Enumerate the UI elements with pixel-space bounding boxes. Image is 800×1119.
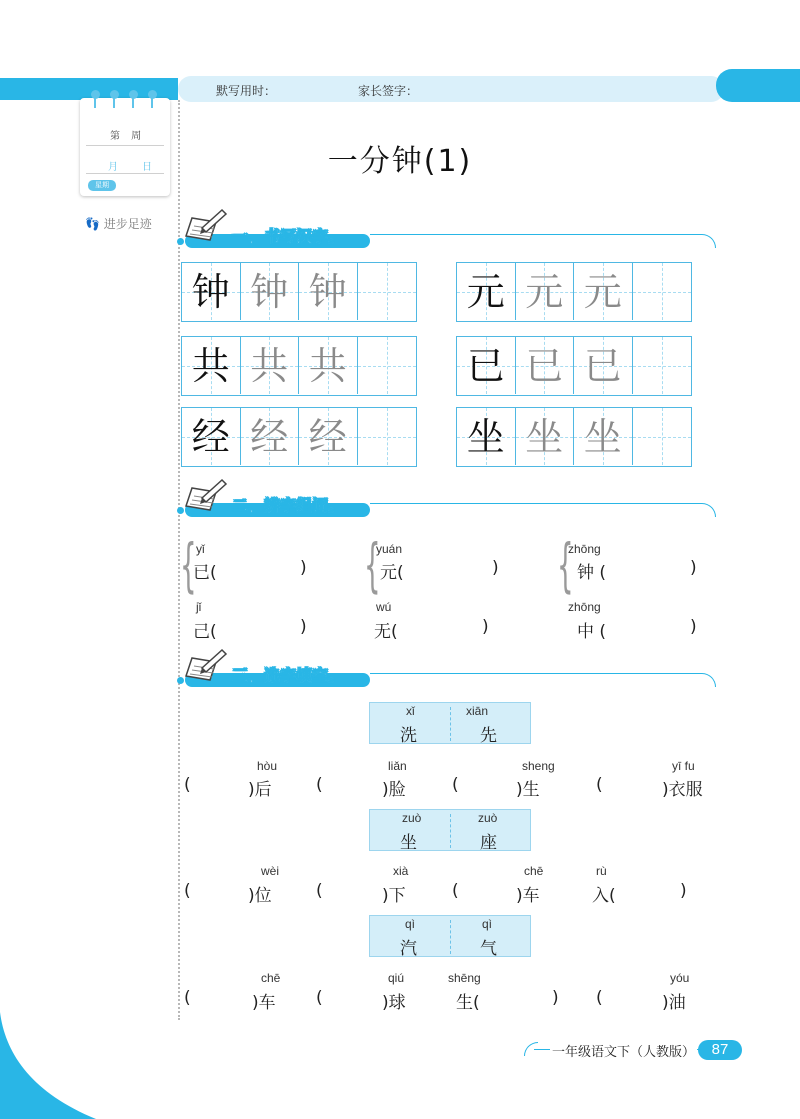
- grid-cell: [574, 337, 633, 394]
- pinyin: jǐ: [196, 600, 202, 614]
- choice-pinyin: qì: [405, 917, 416, 931]
- word-char: 无: [374, 622, 391, 642]
- fill-word: 生(: [456, 993, 480, 1013]
- pinyin: qiú: [388, 971, 405, 985]
- fill-blank[interactable]: (: [596, 988, 603, 1008]
- writing-grid-row: [456, 407, 692, 467]
- word-char: 己: [193, 622, 210, 642]
- word-char: 元: [380, 563, 397, 583]
- answer-blank[interactable]: ): [300, 617, 307, 637]
- dictation-time-label: 默写用时：: [216, 84, 277, 98]
- fill-blank[interactable]: (: [316, 775, 323, 795]
- choice-char: 座: [480, 833, 497, 853]
- page-number: 87: [698, 1040, 742, 1060]
- answer-blank[interactable]: ): [492, 558, 499, 578]
- model-char: 共: [191, 343, 230, 388]
- grid-cell: [299, 408, 358, 465]
- fill-word: )油: [662, 993, 686, 1013]
- month-label: 月: [108, 162, 118, 173]
- grid-cell: [241, 337, 300, 394]
- word-item: 元(: [380, 563, 404, 583]
- trace-char: 共: [250, 343, 289, 388]
- trace-char: 钟: [308, 269, 347, 314]
- trace-char: 已: [525, 343, 564, 388]
- pinyin: yǐ: [196, 542, 205, 556]
- writing-grid-row: [181, 262, 417, 322]
- trace-char: 经: [250, 414, 289, 459]
- word-char: 中: [577, 622, 594, 642]
- choice-char: 气: [480, 939, 497, 959]
- fill-blank[interactable]: (: [452, 881, 459, 901]
- writing-grid-row: [456, 336, 692, 396]
- fill-blank[interactable]: (: [316, 988, 323, 1008]
- trace-char: 元: [525, 269, 564, 314]
- model-char: 元: [466, 269, 505, 314]
- trace-char: 坐: [583, 414, 622, 459]
- choice-char: 汽: [400, 939, 417, 959]
- choice-box: [369, 809, 531, 851]
- grid-cell: [574, 263, 633, 320]
- header-bar-right: [716, 69, 800, 102]
- ring-wire: [151, 98, 153, 108]
- grid-cell: [574, 408, 633, 465]
- pinyin: chē: [261, 971, 281, 985]
- section-title: 二、辨字组词。: [232, 496, 345, 515]
- fill-blank[interactable]: (: [596, 775, 603, 795]
- fill-blank[interactable]: (: [452, 775, 459, 795]
- parent-signature-label: 家长签字：: [358, 84, 419, 98]
- weekday-badge: 星期: [88, 180, 116, 191]
- fill-word: 入(: [592, 886, 616, 906]
- grid-cell: [299, 263, 358, 320]
- ring-wire: [132, 98, 134, 108]
- pinyin: xià: [393, 864, 409, 878]
- pinyin: wú: [376, 600, 392, 614]
- choice-pinyin: xǐ: [406, 704, 415, 718]
- grid-cell: [457, 337, 516, 394]
- grid-cell: [241, 408, 300, 465]
- choice-pinyin: zuò: [402, 811, 422, 825]
- pinyin: yuán: [376, 542, 403, 556]
- grid-cell: [241, 263, 300, 320]
- model-char: 钟: [191, 269, 230, 314]
- pencil-notebook-icon: [182, 646, 228, 686]
- word-char: 已: [193, 563, 210, 583]
- trace-char: 经: [308, 414, 347, 459]
- fill-word: )下: [382, 886, 406, 906]
- word-item: 钟 (: [577, 563, 607, 583]
- grid-cell: [182, 263, 241, 320]
- fill-blank[interactable]: ): [680, 881, 687, 901]
- fill-word: )车: [516, 886, 540, 906]
- model-char: 已: [466, 343, 505, 388]
- footprint-icon: 👣: [85, 217, 100, 231]
- fill-word: )位: [248, 886, 272, 906]
- fill-blank[interactable]: (: [316, 881, 323, 901]
- choice-pinyin: qì: [482, 917, 493, 931]
- grid-cell: [516, 263, 575, 320]
- corner-decoration: [0, 1012, 96, 1119]
- grid-cell: [182, 337, 241, 394]
- week-label: 第 周: [110, 131, 142, 142]
- fill-word: )车: [252, 993, 276, 1013]
- ring-wire: [94, 98, 96, 108]
- ring-wire: [113, 98, 115, 108]
- pinyin: wèi: [261, 864, 280, 878]
- footprint-label: [85, 215, 152, 232]
- fill-blank[interactable]: ): [552, 988, 559, 1008]
- grid-cell-blank[interactable]: [633, 337, 692, 394]
- fill-word: )脸: [382, 780, 406, 800]
- word-item: 无(: [374, 622, 398, 642]
- word-item: 已(: [193, 563, 217, 583]
- fill-blank[interactable]: (: [184, 775, 191, 795]
- pinyin: yóu: [670, 971, 690, 985]
- footprint-text: 进步足迹: [103, 217, 152, 231]
- choice-divider: [450, 814, 451, 848]
- pinyin: hòu: [257, 759, 278, 773]
- model-char: 坐: [466, 414, 505, 459]
- word-item: 中 (: [577, 622, 607, 642]
- choice-pinyin: zuò: [478, 811, 498, 825]
- choice-box: [369, 915, 531, 957]
- pinyin: liǎn: [388, 759, 407, 773]
- section-title: 三、选字填空。: [232, 666, 345, 685]
- choice-char: 洗: [400, 726, 417, 746]
- pinyin: zhōng: [568, 542, 601, 556]
- grid-cell: [516, 408, 575, 465]
- model-char: 经: [191, 414, 230, 459]
- book-label: 一年级语文下（人教版）: [550, 1041, 697, 1060]
- answer-blank[interactable]: ): [482, 617, 489, 637]
- day-label: 日: [142, 162, 152, 173]
- trace-char: 元: [583, 269, 622, 314]
- writing-grid-row: [181, 407, 417, 467]
- section-title: 一、书写汉字。: [232, 227, 345, 246]
- fill-word: )球: [382, 993, 406, 1013]
- section-line: [370, 503, 716, 517]
- fill-word: )生: [516, 780, 540, 800]
- grid-cell: [182, 408, 241, 465]
- brace-icon: {: [557, 531, 574, 599]
- fill-blank[interactable]: (: [184, 988, 191, 1008]
- choice-char: 先: [480, 726, 497, 746]
- fill-word: )后: [248, 780, 272, 800]
- grid-cell-blank[interactable]: [358, 337, 417, 394]
- pinyin: sheng: [522, 759, 555, 773]
- section-line: [370, 673, 716, 687]
- pinyin: shēng: [448, 971, 481, 985]
- pinyin: rù: [596, 864, 607, 878]
- grid-cell-blank[interactable]: [358, 263, 417, 320]
- answer-blank[interactable]: ): [690, 617, 697, 637]
- grid-cell: [457, 263, 516, 320]
- choice-divider: [450, 707, 451, 741]
- answer-blank[interactable]: ): [300, 558, 307, 578]
- pencil-notebook-icon: [182, 206, 228, 246]
- pencil-notebook-icon: [182, 476, 228, 516]
- choice-char: 坐: [400, 833, 417, 853]
- grid-cell-blank[interactable]: [633, 408, 692, 465]
- grid-cell-blank[interactable]: [358, 408, 417, 465]
- pinyin: yī fu: [672, 759, 695, 773]
- trace-char: 钟: [250, 269, 289, 314]
- choice-box: [369, 702, 531, 744]
- writing-grid-row: [181, 336, 417, 396]
- fill-blank[interactable]: (: [184, 881, 191, 901]
- answer-blank[interactable]: ): [690, 558, 697, 578]
- section-line: [370, 234, 716, 248]
- pinyin: zhōng: [568, 600, 601, 614]
- trace-char: 已: [583, 343, 622, 388]
- word-char: 钟: [577, 563, 594, 583]
- choice-pinyin: xiān: [466, 704, 489, 718]
- grid-cell: [299, 337, 358, 394]
- choice-divider: [450, 920, 451, 954]
- grid-cell: [516, 337, 575, 394]
- writing-grid-row: [456, 262, 692, 322]
- trace-char: 坐: [525, 414, 564, 459]
- grid-cell: [457, 408, 516, 465]
- grid-cell-blank[interactable]: [633, 263, 692, 320]
- trace-char: 共: [308, 343, 347, 388]
- page-title: 一分钟(1): [327, 144, 473, 179]
- fill-word: )衣服: [662, 780, 703, 800]
- brace-icon: {: [180, 531, 197, 599]
- pinyin: chē: [524, 864, 544, 878]
- brace-icon: {: [364, 531, 381, 599]
- word-item: 己(: [193, 622, 217, 642]
